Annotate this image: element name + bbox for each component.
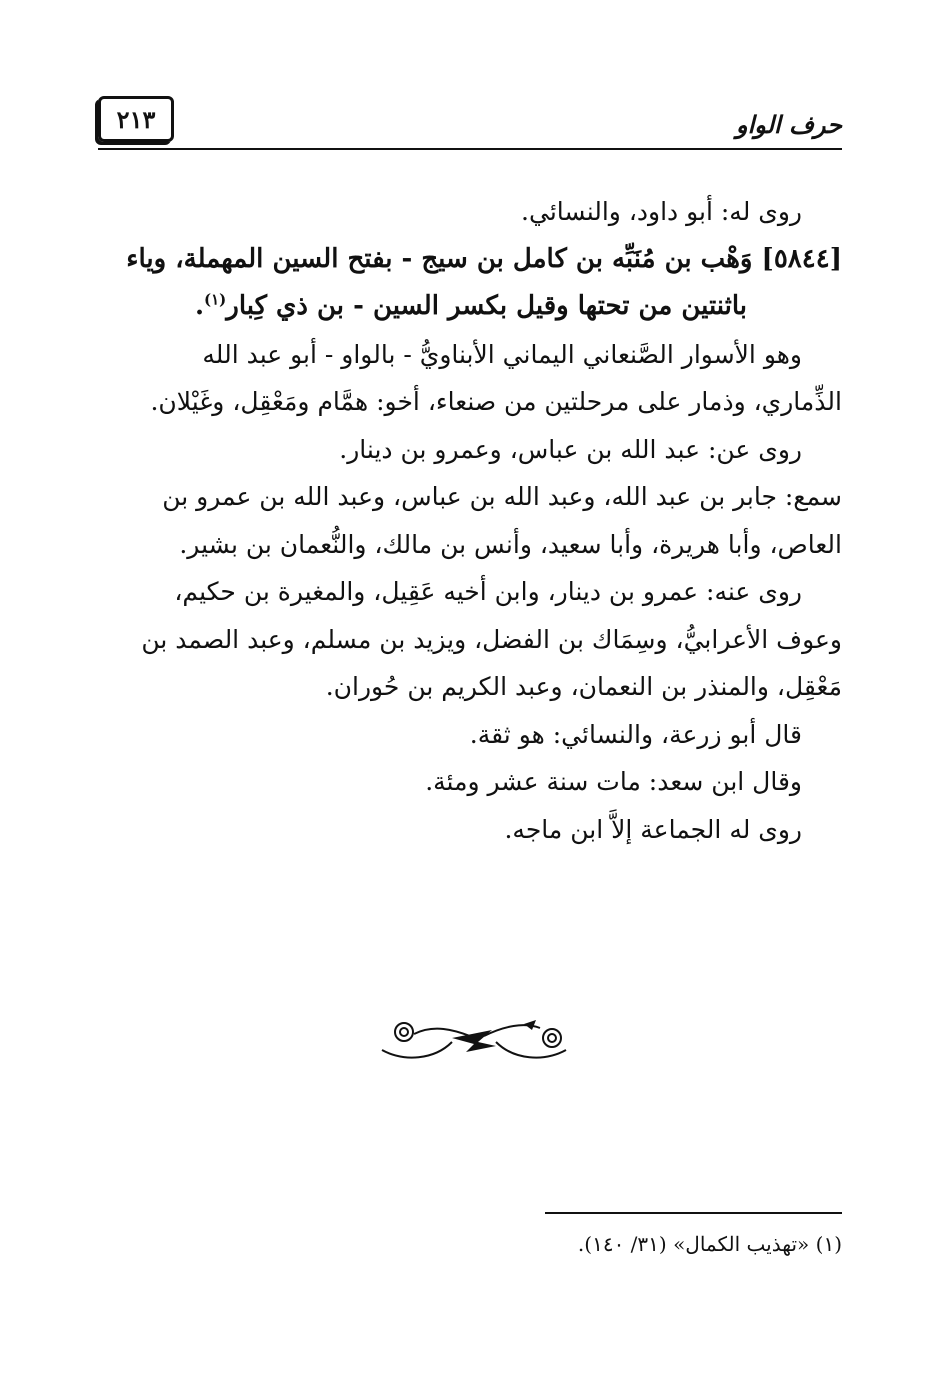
text-line: روى له: أبو داود، والنسائي. <box>521 197 802 226</box>
footnote: (١) «تهذيب الكمال» (٣١/ ١٤٠). <box>577 1232 842 1256</box>
heading-end: . <box>194 291 204 321</box>
text-line: وقال ابن سعد: مات سنة عشر ومئة. <box>425 767 802 796</box>
text-line: قال أبو زرعة، والنسائي: هو ثقة. <box>469 719 802 749</box>
page-header <box>98 96 842 152</box>
header-rule <box>98 148 842 150</box>
heading-text: باثنتين من تحتها وقيل بكسر السين - بن ذي كِبار <box>226 291 748 321</box>
text-line: روى عن: عبد الله بن عباس، وعمرو بن دينار. <box>339 434 802 464</box>
text-line: سمع: جابر بن عبد الله، وعبد الله بن عباس، وعبد الله بن عمرو بن <box>162 482 842 511</box>
text-line: وعوف الأعرابيُّ، وسِمَاك بن الفضل، ويزيد بن مسلم، وعبد الصمد بن <box>141 624 842 654</box>
page-number: ٢١٣ <box>98 96 174 142</box>
text-line: مَعْقِل، والمنذر بن النعمان، وعبد الكريم بن حُوران. <box>325 672 842 701</box>
text-line: العاص، وأبا هريرة، وأبا سعيد، وأنس بن مالك، والنُّعمان بن بشير. <box>179 529 842 559</box>
floral-divider-icon <box>374 1012 574 1068</box>
entry-heading-line <box>100 283 842 331</box>
text-line: الذِّماري، وذمار على مرحلتين من صنعاء، أخو: همَّام ومَعْقِل، وغَيْلان. <box>150 387 842 416</box>
text-line: روى له الجماعة إلاَّ ابن ماجه. <box>504 814 802 844</box>
entry-body <box>100 188 842 853</box>
footnote-marker[interactable]: (١) <box>204 290 227 309</box>
text-line: وهو الأسوار الصَّنعاني اليماني الأبناويُّ - بالواو - أبو عبد الله <box>202 339 802 369</box>
running-head: حرف الواو <box>736 110 842 139</box>
footnote-rule <box>545 1212 842 1214</box>
entry-heading-line: [٥٨٤٤] وَهْب بن مُنَبِّه بن كامل بن سيج - بفتح السين المهملة، وياء <box>126 243 842 274</box>
text-line: روى عنه: عمرو بن دينار، وابن أخيه عَقِيل، والمغيرة بن حكيم، <box>174 577 802 606</box>
